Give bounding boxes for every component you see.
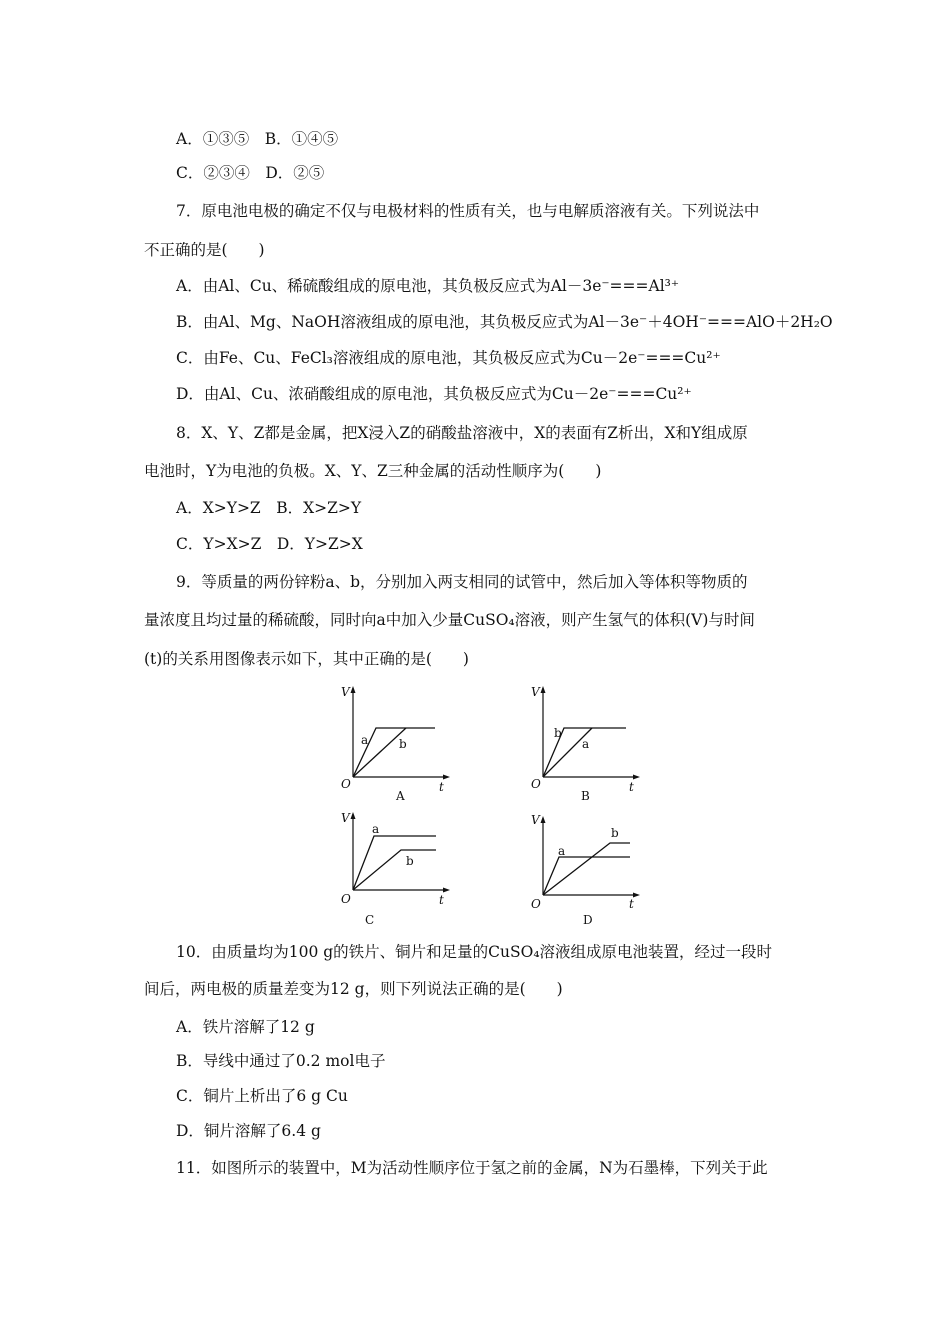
q8-stem-line1: 8．X、Y、Z都是金属，把X浸入Z的硝酸盐溶液中，X的表面有Z析出，X和Y组成原 (176, 424, 748, 442)
q8-stem-line2: 电池时，Y为电池的负极。X、Y、Z三种金属的活动性顺序为( ) (144, 462, 602, 480)
q7-stem-line2: 不正确的是( ) (144, 241, 265, 259)
q9-stem-line2: 量浓度且均过量的稀硫酸，同时向a中加入少量CuSO₄溶液，则产生氢气的体积(V)与时间 (144, 611, 755, 629)
q10-option-d: D．铜片溶解了6.4 g (176, 1122, 321, 1140)
origin-label: O (341, 777, 351, 791)
curve-label-upper: a (361, 733, 369, 747)
q9-stem-line1: 9．等质量的两份锌粉a、b，分别加入两支相同的试管中，然后加入等体积等物质的 (176, 573, 748, 591)
q7-stem-line1: 7．原电池电极的确定不仅与电极材料的性质有关，也与电解质溶液有关。下列说法中 (176, 202, 760, 220)
q6-options-ab: A．①③⑤ B．①④⑤ (176, 130, 339, 148)
graph-caption: C (365, 913, 375, 927)
axis-t-label: t (629, 897, 634, 911)
graph-caption: B (581, 789, 590, 803)
graph-c (338, 808, 468, 926)
origin-label: O (531, 897, 541, 911)
graph-caption: D (583, 913, 593, 927)
axis-v-label: V (531, 685, 540, 699)
curve-label-lower: b (399, 737, 407, 751)
graph-b (528, 682, 658, 803)
graph-caption: A (396, 789, 405, 803)
q8-options-ab: A．X>Y>Z B．X>Z>Y (176, 499, 362, 517)
origin-label: O (341, 892, 351, 906)
q10-option-a: A．铁片溶解了12 g (176, 1018, 315, 1036)
curve-label-upper: b (554, 726, 562, 740)
q6-options-cd: C．②③④ D．②⑤ (176, 164, 325, 182)
q7-option-a: A．由Al、Cu、稀硫酸组成的原电池，其负极反应式为Al－3e⁻===Al³⁺ (176, 277, 680, 295)
axis-t-label: t (629, 780, 634, 794)
axis-v-label: V (531, 813, 540, 827)
axis-v-label: V (341, 685, 350, 699)
curve-label-upper: a (372, 822, 380, 836)
graph-d (528, 808, 658, 926)
axis-t-label: t (439, 780, 444, 794)
q8-options-cd: C．Y>X>Z D．Y>Z>X (176, 535, 363, 553)
curve-label-lower: a (558, 844, 566, 858)
q9-stem-line3: (t)的关系用图像表示如下，其中正确的是( ) (144, 650, 469, 668)
q10-option-c: C．铜片上析出了6 g Cu (176, 1087, 348, 1105)
curve-label-upper: b (611, 826, 619, 840)
graph-a (338, 682, 468, 803)
q7-option-c: C．由Fe、Cu、FeCl₃溶液组成的原电池，其负极反应式为Cu－2e⁻===Cu²⁺ (176, 349, 721, 367)
q10-option-b: B．导线中通过了0.2 mol电子 (176, 1052, 386, 1070)
curve-label-lower: b (406, 854, 414, 868)
q7-option-b: B．由Al、Mg、NaOH溶液组成的原电池，其负极反应式为Al－3e⁻＋4OH⁻===AlO＋2H₂O (176, 313, 833, 331)
q11-stem-line1: 11．如图所示的装置中，M为活动性顺序位于氢之前的金属，N为石墨棒，下列关于此 (176, 1159, 768, 1177)
q10-stem-line2: 间后，两电极的质量差变为12 g，则下列说法正确的是( ) (144, 980, 563, 998)
axis-v-label: V (341, 811, 350, 825)
q10-stem-line1: 10．由质量均为100 g的铁片、铜片和足量的CuSO₄溶液组成原电池装置，经过一段时 (176, 943, 773, 961)
origin-label: O (531, 777, 541, 791)
q7-option-d: D．由Al、Cu、浓硝酸组成的原电池，其负极反应式为Cu－2e⁻===Cu²⁺ (176, 385, 692, 403)
curve-label-lower: a (582, 737, 590, 751)
axis-t-label: t (439, 893, 444, 907)
